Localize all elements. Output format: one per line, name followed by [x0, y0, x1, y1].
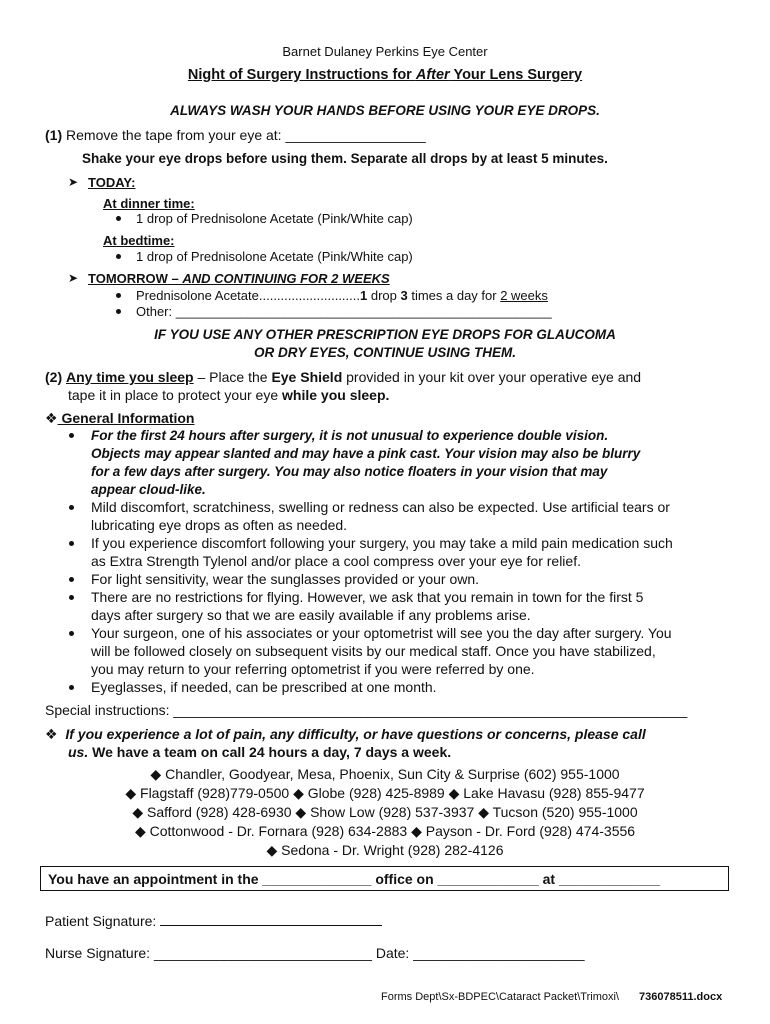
- tomorrow-line: [88, 271, 390, 286]
- general-bullet-line: you may return to your referring optometrist if you were referred by one.: [91, 661, 535, 677]
- location-line: ◆ Cottonwood - Dr. Fornara (928) 634-2883 ◆ Payson - Dr. Ford (928) 474-3556: [134, 823, 636, 839]
- nurse-signature-line: Nurse Signature: ____________________________ Date: ______________________: [45, 945, 585, 961]
- general-bullet-line: Eyeglasses, if needed, can be prescribed at one month.: [91, 679, 437, 695]
- bullet-icon: [69, 595, 74, 600]
- general-bullet-line: lubricating eye drops as often as needed.: [91, 517, 348, 533]
- step2-line1: [45, 369, 641, 385]
- tomorrow-label: TOMORROW: [88, 271, 168, 286]
- special-instructions-field: Special instructions: __________________________________________________________________: [45, 702, 688, 718]
- prednisolone-dosage: [136, 288, 548, 303]
- title-emphasis: After: [415, 67, 450, 83]
- step2-number: (2): [45, 369, 63, 385]
- pain-text-2: We have a team on call 24 hours a day, 7 days a week.: [88, 744, 452, 760]
- general-bullet-line: There are no restrictions for flying. However, we ask that you remain in town for the first 5: [91, 589, 644, 605]
- location-line: ◆ Chandler, Goodyear, Mesa, Phoenix, Sun City & Surprise (602) 955-1000: [150, 766, 620, 782]
- bullet-icon: [69, 433, 74, 438]
- dosage-duration: 2 weeks: [500, 288, 548, 303]
- glaucoma-note-line1: IF YOU USE ANY OTHER PRESCRIPTION EYE DROPS FOR GLAUCOMA: [154, 327, 616, 342]
- step1-number: (1): [45, 127, 63, 143]
- dosage-drop-word: drop: [367, 288, 401, 303]
- location-line: ◆ Flagstaff (928)779-0500 ◆ Globe (928) 425-8989 ◆ Lake Havasu (928) 855-9477: [125, 785, 645, 801]
- bullet-icon: [116, 254, 121, 259]
- wash-hands-notice: ALWAYS WASH YOUR HANDS BEFORE USING YOUR EYE DROPS.: [170, 103, 600, 118]
- general-bullet-line: days after surgery so that we are easily available if any problems arise.: [91, 607, 531, 623]
- step2-eye-shield: Eye Shield: [271, 369, 343, 385]
- dosage-drug: Prednisolone Acetate............................: [136, 288, 360, 303]
- bullet-icon: [69, 685, 74, 690]
- bedtime-item: 1 drop of Prednisolone Acetate (Pink/White cap): [136, 249, 413, 264]
- general-info-title: General Information: [57, 410, 195, 426]
- bullet-icon: [116, 293, 121, 298]
- general-bold-line: appear cloud-like.: [91, 482, 206, 497]
- step2-text1: – Place the: [193, 369, 272, 385]
- other-drops-field: Other: ____________________________________________________: [136, 304, 552, 319]
- step2-line2-text: tape it in place to protect your eye: [68, 387, 283, 403]
- general-bullet-line: will be followed closely on subsequent visits by our medical staff. Once you have stabilized,: [91, 643, 656, 659]
- dosage-times-word: times a day for: [407, 288, 501, 303]
- patient-signature-field[interactable]: [160, 911, 382, 926]
- general-bullet-line: For light sensitivity, wear the sunglasses provided or your own.: [91, 571, 480, 587]
- general-bullet-line: Your surgeon, one of his associates or your optometrist will see you the day after surgery. You: [91, 625, 672, 641]
- step2-text2: provided in your kit over your operative eye and: [342, 369, 642, 385]
- dosage-drops: 1: [360, 288, 368, 303]
- general-bold-line: For the first 24 hours after surgery, it is not unusual to experience double vision.: [91, 428, 609, 443]
- glaucoma-note-line2: OR DRY EYES, CONTINUE USING THEM.: [253, 345, 517, 360]
- today-label: TODAY:: [88, 175, 136, 190]
- step2-line2: [68, 387, 389, 403]
- general-bullet-line: Mild discomfort, scratchiness, swelling or redness can also be expected. Use artificial tears or: [91, 499, 670, 515]
- dosage-times: 3: [400, 288, 408, 303]
- dinner-label: At dinner time:: [103, 196, 195, 211]
- pain-text-1: If you experience a lot of pain, any difficulty, or have questions or concerns, please call: [65, 726, 646, 742]
- bullet-icon: [69, 631, 74, 636]
- step2-line2-bold: while you sleep.: [282, 387, 390, 403]
- title-post: Your Lens Surgery: [449, 67, 583, 83]
- dinner-item: 1 drop of Prednisolone Acetate (Pink/White cap): [136, 211, 413, 226]
- tomorrow-continuing: AND CONTINUING FOR 2 WEEKS: [182, 271, 390, 286]
- title-pre: Night of Surgery Instructions for: [187, 67, 416, 83]
- page-title: [0, 67, 770, 83]
- bedtime-label: At bedtime:: [103, 233, 175, 248]
- org-name: Barnet Dulaney Perkins Eye Center: [282, 44, 488, 59]
- footer-path: Forms Dept\Sx-BDPEC\Cataract Packet\Trimoxi\: [381, 991, 619, 1003]
- bullet-icon: [69, 577, 74, 582]
- pain-notice-line1: [45, 726, 646, 743]
- general-bold-line: for a few days after surgery. You may also notice floaters in your vision that may: [91, 464, 608, 479]
- pain-notice-line2: [68, 744, 451, 760]
- general-bullet-line: If you experience discomfort following your surgery, you may take a mild pain medication such: [91, 535, 673, 551]
- footer-docname: 736078511.docx: [639, 991, 723, 1003]
- location-line: ◆ Safford (928) 428-6930 ◆ Show Low (928) 537-3937 ◆ Tucson (520) 955-1000: [132, 804, 638, 820]
- diamond-marker-icon: ❖: [45, 410, 58, 426]
- arrow-bullet-icon: ➤: [68, 271, 79, 285]
- step1-line: [45, 127, 426, 143]
- arrow-bullet-icon: ➤: [68, 175, 79, 189]
- tomorrow-dash: –: [167, 271, 183, 286]
- step2-anytime: Any time you sleep: [66, 369, 194, 385]
- step1-text: Remove the tape from your eye at: __________________: [62, 127, 426, 143]
- bullet-icon: [69, 505, 74, 510]
- bullet-icon: [116, 309, 121, 314]
- appointment-text: You have an appointment in the ______________ office on _____________ at _____________: [48, 871, 661, 887]
- patient-signature-label: Patient Signature:: [45, 913, 157, 929]
- general-bold-line: Objects may appear slanted and may have a pink cast. Your vision may also be blurry: [91, 446, 641, 461]
- bullet-icon: [69, 541, 74, 546]
- location-line: ◆ Sedona - Dr. Wright (928) 282-4126: [266, 842, 504, 858]
- patient-signature-line: [45, 911, 382, 929]
- bullet-icon: [116, 216, 121, 221]
- shake-drops-note: Shake your eye drops before using them. Separate all drops by at least 5 minutes.: [82, 151, 608, 166]
- general-info-heading: [45, 410, 194, 427]
- general-bullet-line: as Extra Strength Tylenol and/or place a cool compress over your eye for relief.: [91, 553, 581, 569]
- diamond-marker-icon: ❖: [45, 726, 58, 742]
- pain-us: us.: [68, 744, 89, 760]
